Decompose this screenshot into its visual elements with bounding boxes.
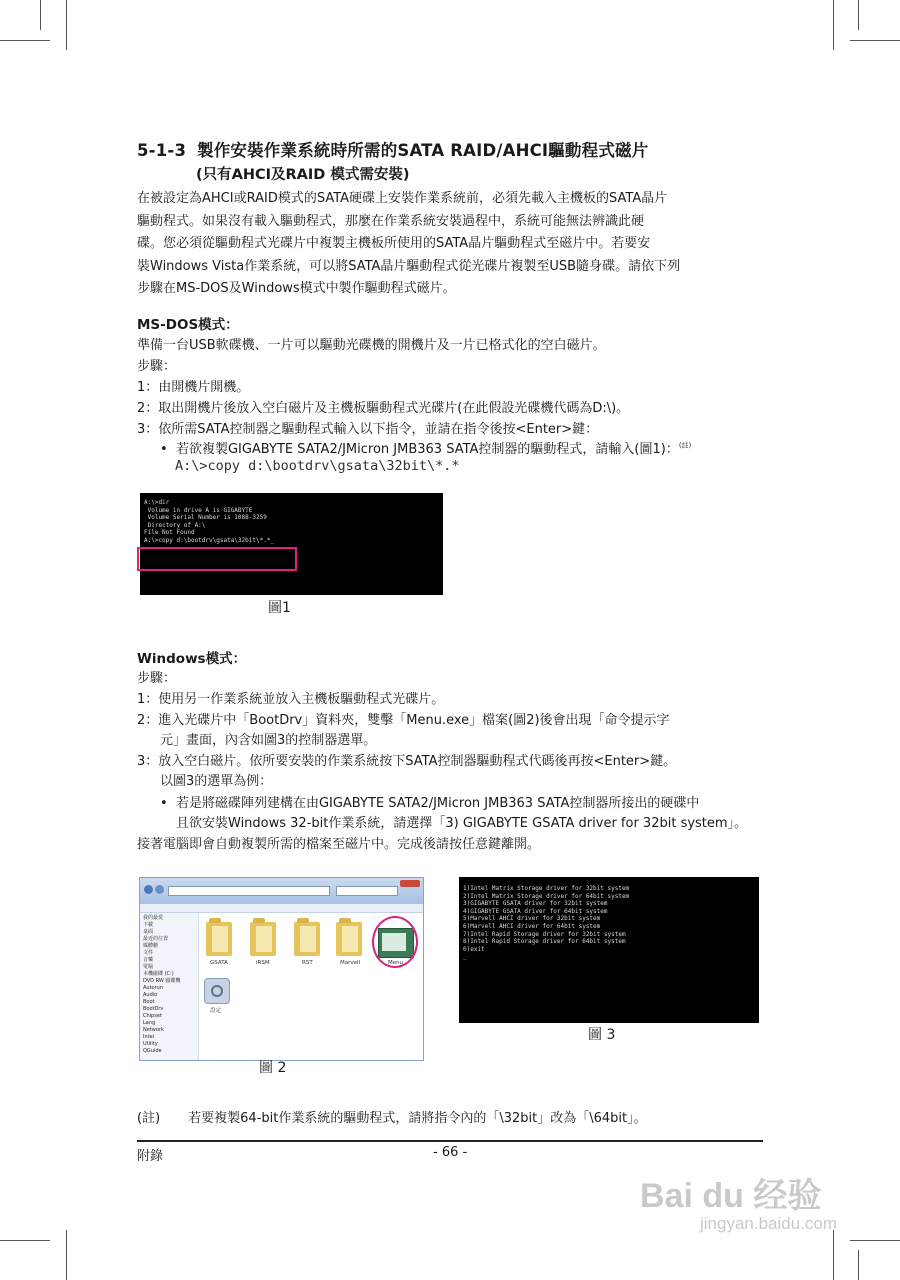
figure-1-terminal [140,493,443,595]
terminal-line: A:\>copy d:\bootdrv\gsata\32bit\*.*_ [144,536,275,544]
nav-item: Autorun [143,985,164,991]
figure-2-caption: 圖 2 [259,1060,287,1076]
windows-heading: Windows模式： [137,651,247,667]
terminal-line: Volume Serial Number is 1088-3259 [144,514,267,522]
crop-mark [833,0,834,50]
section-subtitle: (只有AHCI及RAID 模式需安裝) [196,167,410,183]
nav-item: BootDrv [143,1006,164,1012]
nav-item: 桌面 [143,929,154,935]
folder-icon [250,922,276,956]
windows-bullet-cont: 且欲安裝Windows 32-bit作業系統，請選擇「3) GIGABYTE GSATA driver for 32bit system」。 [176,816,748,831]
crop-mark [0,1240,50,1241]
nav-item: QGuide [143,1048,162,1054]
folder-icon [206,922,232,956]
nav-item: 電腦 [143,964,154,970]
windows-step-2: 2：進入光碟片中「BootDrv」資料夾，雙擊「Menu.exe」檔案(圖2)後會出現「命令提示字 [137,713,670,728]
terminal-line: Directory of A:\ [144,521,206,529]
nav-item: Audio [143,992,158,998]
crop-mark [850,1240,900,1241]
nav-item: 文件 [143,950,154,956]
nav-item: Chipset [143,1013,162,1019]
explorer-nav-pane [140,913,199,1060]
folder-label: iRSM [256,960,270,966]
explorer-titlebar [140,878,423,904]
menu-option: 6)Marvell AHCI driver for 64bit system [463,922,601,930]
nav-item: Intel [143,1034,155,1040]
forward-icon [155,885,164,894]
nav-item: 媒體櫃 [143,943,159,949]
figure-2-explorer-window [139,877,424,1061]
nav-item: Lang [143,1020,156,1026]
explorer-toolbar [140,904,423,913]
watermark-url: jingyan.baidu.com [700,1214,838,1233]
terminal-line: A:\>dir [144,499,170,506]
windows-step-1: 1：使用另一作業系統並放入主機板驅動程式光碟片。 [137,692,445,707]
address-bar [168,886,330,896]
nav-item: 本機磁碟 (C:) [143,971,174,977]
figure-1-caption: 圖1 [268,600,291,616]
note-mark: (註) [678,441,692,450]
menu-option: 5)Marvell AHCI driver for 32bit system [463,915,601,923]
footer-section-label: 附錄 [137,1149,164,1164]
msdos-command: A:\>copy d:\bootdrv\gsata\32bit\*.* [175,458,460,474]
nav-item: Network [143,1027,164,1033]
footer-rule [137,1140,763,1142]
windows-step-2-cont: 元」畫面，內含如圖3的控制器選單。 [160,733,377,748]
terminal-line: File Not Found [144,529,195,537]
section-heading [137,137,648,161]
crop-mark [833,1230,834,1280]
highlight-circle [372,916,418,968]
windows-bullet: • 若是將磁碟陣列建構在由GIGABYTE SATA2/JMicron JMB363 SATA控制器所接出的硬碟中 [160,796,700,811]
crop-mark [850,40,900,41]
watermark-logo: Bai du 经验 [640,1177,822,1215]
msdos-heading: MS-DOS模式： [137,317,239,333]
gear-icon [211,985,223,997]
close-icon [400,880,420,887]
crop-mark [858,0,859,30]
msdos-step-1: 1：由開機片開機。 [137,380,250,395]
crop-mark [66,1230,67,1280]
msdos-bullet-text: 若欲複製GIGABYTE SATA2/JMicron JMB363 SATA控制器的驅動程式，請輸入(圖1)： [175,442,679,457]
intro-line: 裝Windows Vista作業系統，可以將SATA晶片驅動程式從光碟片複製至USB隨身碟。請依下列 [137,258,681,274]
msdos-bullet: • 若欲複製GIGABYTE SATA2/JMicron JMB363 SATA控制器的驅動程式，請輸入(圖1)：$^{(註)}$ [160,441,692,457]
crop-mark [66,0,67,50]
nav-item: 最近的位置 [143,936,169,942]
figure-3-terminal [459,877,759,1023]
nav-item: Utility [143,1041,158,1047]
folder-label: GSATA [210,960,228,966]
menu-option: 1)Intel Matrix Storage driver for 32bit system [463,885,630,892]
intro-line: 在被設定為AHCI或RAID模式的SATA硬碟上安裝作業系統前，必須先載入主機板的SATA晶片 [137,191,668,206]
nav-item: Boot [143,999,155,1005]
menu-option: 7)Intel Rapid Storage driver for 32bit system [463,930,626,938]
page-number: - 66 - [433,1145,468,1160]
folder-icon [294,922,320,956]
windows-bullet-text: 若是將磁碟陣列建構在由GIGABYTE SATA2/JMicron JMB363 SATA控制器所接出的硬碟中 [175,796,700,811]
crop-mark [40,0,41,30]
footnote-mark: (註) [137,1111,161,1126]
intro-line: 驅動程式。如果沒有載入驅動程式，那麼在作業系統安裝過程中，系統可能無法辨識此硬 [137,213,645,229]
footnote-text: 若要複製64-bit作業系統的驅動程式，請將指令內的「\32bit」改為「\64bit」。 [188,1111,647,1126]
windows-closing: 接著電腦即會自動複製所需的檔案至磁片中。完成後請按任意鍵離開。 [137,837,541,852]
nav-item: DVD RW 磁碟機 [143,978,181,984]
msdos-prep: 準備一台USB軟碟機、一片可以驅動光碟機的開機片及一片已格式化的空白磁片。 [137,338,606,353]
highlight-box [137,547,297,571]
windows-step-3-cont: 以圖3的選單為例： [160,774,273,789]
msdos-steps-label: 步驟： [137,359,177,374]
search-box [336,886,398,896]
msdos-step-2: 2：取出開機片後放入空白磁片及主機板驅動程式光碟片(在此假設光碟機代碼為D:\)。 [137,401,630,416]
setup-gear-icon [204,978,230,1004]
intro-line: 碟。您必須從驅動程式光碟片中複製主機板所使用的SATA晶片驅動程式至磁片中。若要安 [137,236,651,251]
nav-item: 我的最愛 [143,915,164,921]
footnote [137,1107,647,1126]
crop-mark [0,40,50,41]
setup-label: 設定 [210,1008,222,1014]
menu-option: 8)Intel Rapid Storage driver for 64bit system [463,938,626,946]
menu-option: 0)exit [463,945,485,953]
section-number: 5-1-3 [137,141,187,160]
nav-tree [143,915,180,1055]
msdos-step-3: 3：依所需SATA控制器之驅動程式輸入以下指令，並請在指令後按<Enter>鍵： [137,422,599,437]
figure-3-caption: 圖 3 [588,1027,616,1043]
terminal-line: Volume in drive A is GIGABYTE [144,506,253,514]
terminal-cursor: _ [463,953,467,961]
section-title: 製作安裝作業系統時所需的SATA RAID/AHCI驅動程式磁片 [197,141,649,160]
intro-line: 步驟在MS-DOS及Windows模式中製作驅動程式磁片。 [137,281,456,296]
folder-label: RST [302,960,313,966]
menu-option: 3)GIGABYTE GSATA driver for 32bit system [463,900,608,908]
nav-item: 音樂 [143,957,154,963]
menu-exe-label: Menu [388,960,404,966]
folder-icon [336,922,362,956]
windows-steps-label: 步驟： [137,671,177,686]
intro-paragraph [137,188,769,301]
folder-label: Marvell [340,960,361,966]
windows-step-3: 3：放入空白磁片。依所要安裝的作業系統按下SATA控制器驅動程式代碼後再按<Enter>鍵。 [137,754,677,769]
nav-item: 下載 [143,922,154,928]
back-icon [144,885,153,894]
menu-option: 4)GIGABYTE GSATA driver for 64bit system [463,907,608,915]
menu-option: 2)Intel Matrix Storage driver for 64bit system [463,892,630,900]
crop-mark [858,1250,859,1280]
